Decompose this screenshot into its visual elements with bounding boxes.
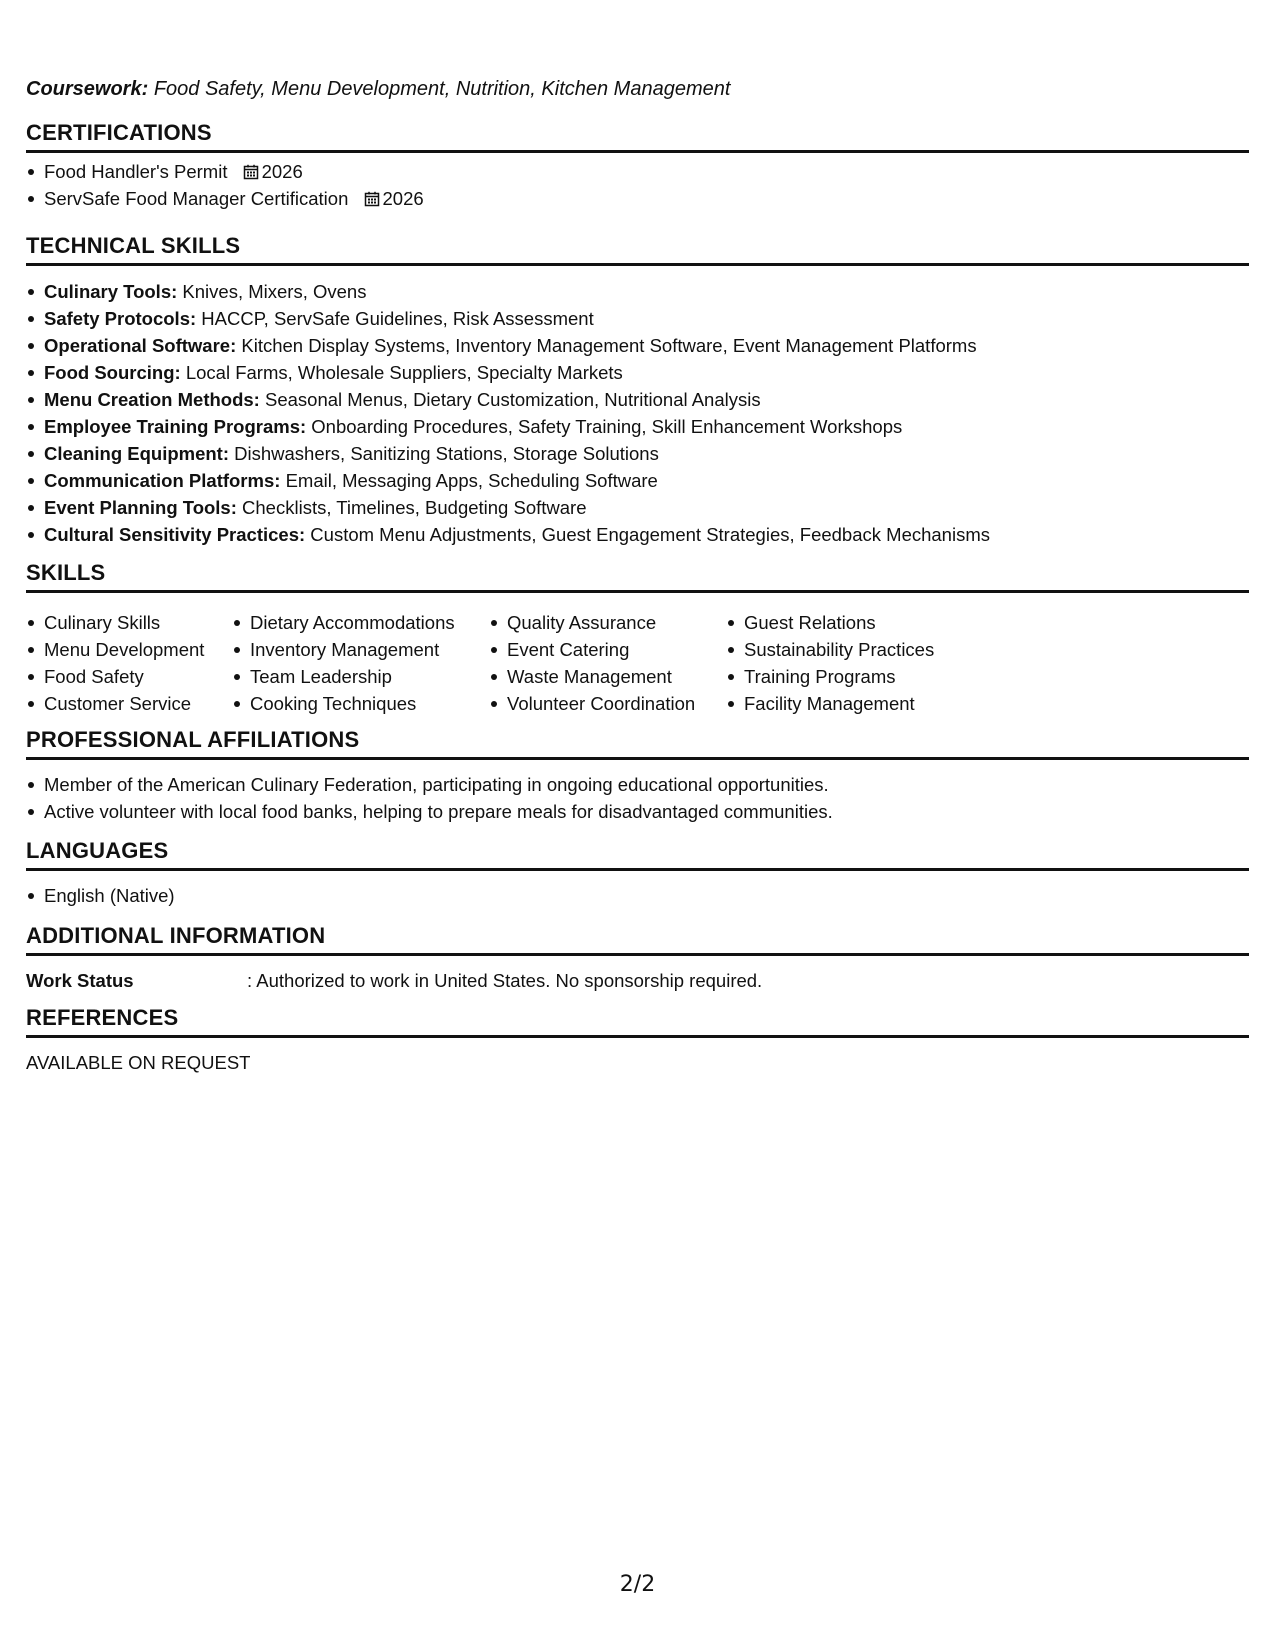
list-item	[44, 278, 990, 305]
skill-category-label: Safety Protocols:	[44, 308, 197, 329]
certification-year: 2026	[382, 188, 424, 209]
page-number: 2/2	[619, 1572, 656, 1597]
certification-year: 2026	[261, 161, 303, 182]
skill-category-value: Email, Messaging Apps, Scheduling Software	[285, 470, 658, 491]
list-item: Cooking Techniques	[250, 690, 455, 717]
calendar-icon	[243, 164, 259, 180]
list-item: Guest Relations	[744, 609, 934, 636]
work-status-value: : Authorized to work in United States. No sponsorship required.	[247, 970, 763, 991]
skill-category-value: Custom Menu Adjustments, Guest Engagement Strategies, Feedback Mechanisms	[310, 524, 990, 545]
list-item: Food Safety	[44, 663, 204, 690]
certification-name: ServSafe Food Manager Certification	[44, 188, 349, 209]
list-item	[44, 386, 990, 413]
list-item	[44, 521, 990, 548]
section-title-affiliations: PROFESSIONAL AFFILIATIONS	[26, 727, 1249, 760]
skill-category-label: Culinary Tools:	[44, 281, 178, 302]
skill-category-value: Seasonal Menus, Dietary Customization, Nutritional Analysis	[264, 389, 761, 410]
coursework-label: Coursework:	[26, 78, 149, 100]
list-item: Culinary Skills	[44, 609, 204, 636]
list-item	[44, 494, 990, 521]
affiliations-list	[26, 771, 833, 825]
skill-category-value: Onboarding Procedures, Safety Training, Skill Enhancement Workshops	[311, 416, 903, 437]
section-title-certifications: CERTIFICATIONS	[26, 120, 1249, 153]
skill-category-value: Knives, Mixers, Ovens	[182, 281, 367, 302]
work-status-label: Work Status	[26, 970, 134, 991]
skill-category-label: Menu Creation Methods:	[44, 389, 260, 410]
list-item: Training Programs	[744, 663, 934, 690]
skill-category-label: Food Sourcing:	[44, 362, 181, 383]
section-title-languages: LANGUAGES	[26, 838, 1249, 871]
list-item: Facility Management	[744, 690, 934, 717]
section-title-technical-skills: TECHNICAL SKILLS	[26, 233, 1249, 266]
skill-category-label: Event Planning Tools:	[44, 497, 237, 518]
list-item	[44, 413, 990, 440]
list-item	[44, 158, 424, 185]
list-item	[44, 467, 990, 494]
skill-category-value: Checklists, Timelines, Budgeting Software	[242, 497, 587, 518]
certifications-list	[26, 158, 424, 212]
list-item	[44, 185, 424, 212]
skill-category-value: Dishwashers, Sanitizing Stations, Storage Solutions	[234, 443, 659, 464]
coursework-line	[26, 78, 730, 101]
skills-column	[26, 609, 204, 717]
skill-category-label: Communication Platforms:	[44, 470, 281, 491]
skills-grid	[26, 609, 1026, 719]
coursework-text: Food Safety, Menu Development, Nutrition, Kitchen Management	[153, 78, 731, 100]
list-item: Dietary Accommodations	[250, 609, 455, 636]
skill-category-label: Cultural Sensitivity Practices:	[44, 524, 306, 545]
skill-category-value: Local Farms, Wholesale Suppliers, Specialty Markets	[185, 362, 623, 383]
list-item: English (Native)	[44, 882, 175, 909]
work-status-row	[26, 970, 762, 992]
skills-column	[232, 609, 455, 717]
section-title-skills: SKILLS	[26, 560, 1249, 593]
list-item: Inventory Management	[250, 636, 455, 663]
list-item: Event Catering	[507, 636, 695, 663]
list-item: Waste Management	[507, 663, 695, 690]
list-item: Quality Assurance	[507, 609, 695, 636]
section-title-references: REFERENCES	[26, 1005, 1249, 1038]
list-item: Member of the American Culinary Federation, participating in ongoing educational opportunities.	[44, 771, 833, 798]
list-item: Active volunteer with local food banks, helping to prepare meals for disadvantaged communities.	[44, 798, 833, 825]
list-item: Sustainability Practices	[744, 636, 934, 663]
skill-category-label: Employee Training Programs:	[44, 416, 307, 437]
skill-category-value: Kitchen Display Systems, Inventory Management Software, Event Management Platforms	[241, 335, 977, 356]
technical-skills-list	[26, 278, 990, 548]
skill-category-value: HACCP, ServSafe Guidelines, Risk Assessment	[201, 308, 594, 329]
certification-name: Food Handler's Permit	[44, 161, 228, 182]
list-item	[44, 305, 990, 332]
list-item	[44, 332, 990, 359]
skills-column	[726, 609, 934, 717]
list-item	[44, 440, 990, 467]
list-item: Customer Service	[44, 690, 204, 717]
section-title-additional-information: ADDITIONAL INFORMATION	[26, 923, 1249, 956]
calendar-icon	[364, 191, 380, 207]
skill-category-label: Cleaning Equipment:	[44, 443, 229, 464]
skills-column	[489, 609, 695, 717]
list-item: Team Leadership	[250, 663, 455, 690]
languages-list	[26, 882, 175, 909]
list-item: Menu Development	[44, 636, 204, 663]
list-item: Volunteer Coordination	[507, 690, 695, 717]
references-text: AVAILABLE ON REQUEST	[26, 1052, 251, 1073]
skill-category-label: Operational Software:	[44, 335, 237, 356]
list-item	[44, 359, 990, 386]
